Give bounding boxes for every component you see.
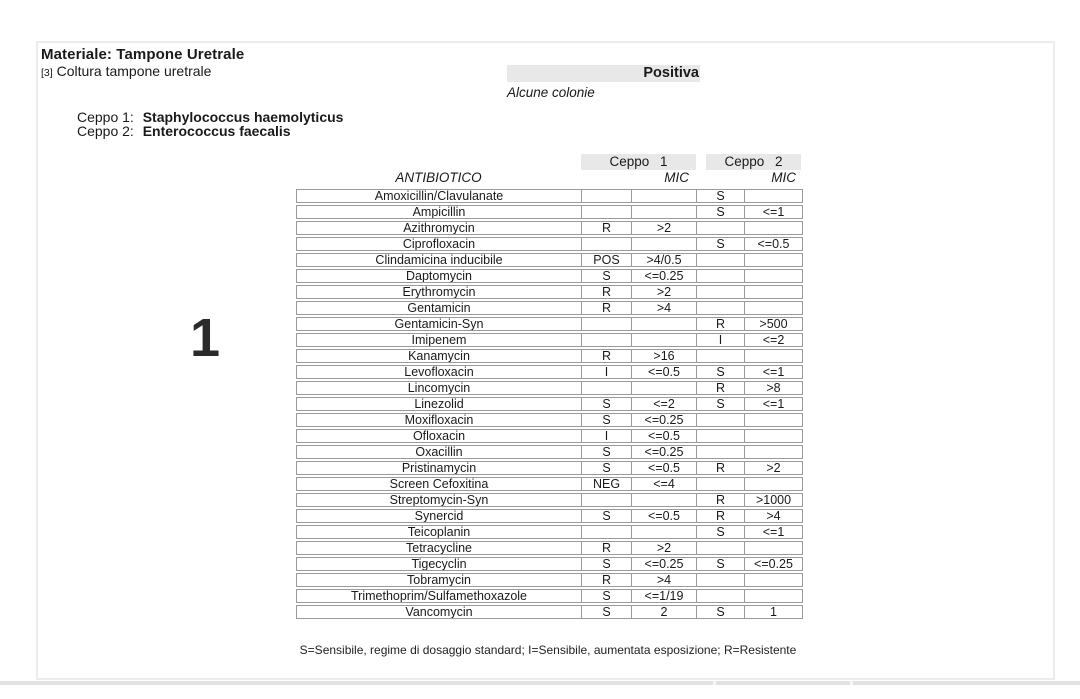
ceppo1-interpretation-cell bbox=[582, 317, 632, 331]
table-row bbox=[296, 349, 803, 363]
ceppo2-mic-cell bbox=[745, 477, 803, 491]
antibiotic-name-cell: Synercid bbox=[296, 509, 582, 523]
table-row bbox=[296, 541, 803, 555]
ceppo1-interpretation-cell: R bbox=[582, 573, 632, 587]
ceppo2-interpretation-cell bbox=[697, 301, 745, 315]
table-row bbox=[296, 429, 803, 443]
ceppo1-mic-cell bbox=[632, 333, 697, 347]
ceppo1-mic-cell bbox=[632, 317, 697, 331]
ceppo2-mic-cell bbox=[745, 573, 803, 587]
antibiotic-name-cell: Imipenem bbox=[296, 333, 582, 347]
table-row bbox=[296, 557, 803, 571]
ceppo2-interpretation-cell bbox=[697, 429, 745, 443]
table-row bbox=[296, 317, 803, 331]
ceppo2-mic-cell: >8 bbox=[745, 381, 803, 395]
ceppo2-interpretation-cell bbox=[697, 589, 745, 603]
ceppo1-mic-cell bbox=[632, 237, 697, 251]
ceppo2-mic-cell bbox=[745, 269, 803, 283]
ceppo1-interpretation-cell: S bbox=[582, 445, 632, 459]
ceppo2-mic-cell bbox=[745, 541, 803, 555]
ceppo2-interpretation-cell bbox=[697, 349, 745, 363]
ceppo1-mic-cell: >16 bbox=[632, 349, 697, 363]
ceppo2-mic-cell: <=1 bbox=[745, 365, 803, 379]
antibiotic-name-cell: Azithromycin bbox=[296, 221, 582, 235]
ceppo2-interpretation-cell bbox=[697, 541, 745, 555]
table-row bbox=[296, 461, 803, 475]
exam-reference-number: [3] bbox=[41, 67, 53, 79]
antibiogram-body bbox=[296, 189, 803, 619]
antibiotic-name-cell: Moxifloxacin bbox=[296, 413, 582, 427]
antibiotic-name-cell: Levofloxacin bbox=[296, 365, 582, 379]
ceppo2-interpretation-cell bbox=[697, 413, 745, 427]
ceppo1-interpretation-cell: S bbox=[582, 269, 632, 283]
ceppo2-interpretation-cell: S bbox=[697, 189, 745, 203]
ceppo1-interpretation-cell: R bbox=[582, 349, 632, 363]
ceppo2-interpretation-cell: R bbox=[697, 317, 745, 331]
antibiotic-name-cell: Ampicillin bbox=[296, 205, 582, 219]
ceppo2-mic-cell: >2 bbox=[745, 461, 803, 475]
ceppo1-interpretation-cell bbox=[582, 381, 632, 395]
ceppo2-mic-cell bbox=[745, 221, 803, 235]
antibiotic-name-cell: Clindamicina inducibile bbox=[296, 253, 582, 267]
antibiotic-name-cell: Pristinamycin bbox=[296, 461, 582, 475]
ceppo1-mic-cell: >4 bbox=[632, 573, 697, 587]
table-row bbox=[296, 301, 803, 315]
ceppo2-interpretation-cell bbox=[697, 253, 745, 267]
strain-2-label: Ceppo 2: bbox=[77, 123, 134, 139]
antibiotic-name-cell: Erythromycin bbox=[296, 285, 582, 299]
strain-line-1 bbox=[77, 110, 343, 124]
divider-gap bbox=[713, 681, 716, 685]
antibiotic-name-cell: Tobramycin bbox=[296, 573, 582, 587]
ceppo1-mic-cell: 2 bbox=[632, 605, 697, 619]
ceppo2-mic-cell bbox=[745, 253, 803, 267]
report-card bbox=[36, 41, 1055, 680]
ceppo2-interpretation-cell: R bbox=[697, 381, 745, 395]
strain-1-label: Ceppo 1: bbox=[77, 109, 134, 125]
ceppo1-interpretation-cell: I bbox=[582, 429, 632, 443]
ceppo1-mic-cell: <=2 bbox=[632, 397, 697, 411]
strain-2-organism: Enterococcus faecalis bbox=[142, 123, 291, 139]
ceppo1-interpretation-cell: R bbox=[582, 541, 632, 555]
table-row bbox=[296, 253, 803, 267]
ceppo2-mic-cell bbox=[745, 189, 803, 203]
ceppo1-mic-cell: <=0.5 bbox=[632, 461, 697, 475]
table-row bbox=[296, 189, 803, 203]
antibiotic-name-cell: Gentamicin bbox=[296, 301, 582, 315]
result-note: Alcune colonie bbox=[507, 85, 595, 100]
ceppo1-interpretation-cell: S bbox=[582, 589, 632, 603]
ceppo1-interpretation-cell: R bbox=[582, 301, 632, 315]
table-row bbox=[296, 509, 803, 523]
table-row bbox=[296, 237, 803, 251]
table-row bbox=[296, 445, 803, 459]
ceppo1-interpretation-cell: S bbox=[582, 605, 632, 619]
table-row bbox=[296, 205, 803, 219]
ceppo1-mic-cell bbox=[632, 381, 697, 395]
ceppo1-mic-cell: <=0.25 bbox=[632, 557, 697, 571]
table-row bbox=[296, 333, 803, 347]
ceppo2-mic-cell: <=0.5 bbox=[745, 237, 803, 251]
antibiotic-name-cell: Kanamycin bbox=[296, 349, 582, 363]
ceppo2-mic-cell: >1000 bbox=[745, 493, 803, 507]
ceppo1-interpretation-cell bbox=[582, 205, 632, 219]
antibiotic-name-cell: Daptomycin bbox=[296, 269, 582, 283]
antibiotic-name-cell: Gentamicin-Syn bbox=[296, 317, 582, 331]
ceppo2-interpretation-cell: S bbox=[697, 525, 745, 539]
ceppo2-interpretation-cell bbox=[697, 477, 745, 491]
ceppo1-interpretation-cell bbox=[582, 493, 632, 507]
table-row bbox=[296, 413, 803, 427]
ceppo1-interpretation-cell: NEG bbox=[582, 477, 632, 491]
ceppo1-interpretation-cell: S bbox=[582, 557, 632, 571]
ceppo1-mic-cell: >4/0.5 bbox=[632, 253, 697, 267]
ceppo2-mic-column-header: MIC bbox=[771, 170, 796, 185]
ceppo2-mic-cell: <=2 bbox=[745, 333, 803, 347]
table-row bbox=[296, 221, 803, 235]
interpretation-legend: S=Sensibile, regime di dosaggio standard; I=Sensibile, aumentata esposizione; R=Resistente bbox=[299, 643, 797, 657]
ceppo1-interpretation-cell bbox=[582, 237, 632, 251]
ceppo2-interpretation-cell: R bbox=[697, 493, 745, 507]
ceppo1-interpretation-cell: S bbox=[582, 461, 632, 475]
ceppo1-interpretation-cell: S bbox=[582, 413, 632, 427]
table-row bbox=[296, 365, 803, 379]
ceppo1-mic-column-header: MIC bbox=[664, 170, 689, 185]
antibiotic-name-cell: Amoxicillin/Clavulanate bbox=[296, 189, 582, 203]
table-row bbox=[296, 573, 803, 587]
ceppo2-mic-cell bbox=[745, 301, 803, 315]
ceppo2-interpretation-cell bbox=[697, 445, 745, 459]
strain-marker-number: 1 bbox=[189, 308, 221, 368]
ceppo2-interpretation-cell: S bbox=[697, 365, 745, 379]
table-row bbox=[296, 605, 803, 619]
ceppo1-mic-cell bbox=[632, 493, 697, 507]
ceppo2-interpretation-cell bbox=[697, 285, 745, 299]
ceppo2-mic-cell: >4 bbox=[745, 509, 803, 523]
ceppo2-interpretation-cell: I bbox=[697, 333, 745, 347]
ceppo2-mic-cell: <=1 bbox=[745, 525, 803, 539]
ceppo1-interpretation-cell: R bbox=[582, 285, 632, 299]
ceppo1-mic-cell bbox=[632, 189, 697, 203]
table-row bbox=[296, 381, 803, 395]
ceppo1-mic-cell: >2 bbox=[632, 285, 697, 299]
table-row bbox=[296, 285, 803, 299]
ceppo2-mic-cell bbox=[745, 429, 803, 443]
strain-line-2 bbox=[77, 124, 291, 138]
table-row bbox=[296, 269, 803, 283]
ceppo1-interpretation-cell bbox=[582, 525, 632, 539]
ceppo1-mic-cell: <=4 bbox=[632, 477, 697, 491]
table-row bbox=[296, 493, 803, 507]
ceppo1-mic-cell: <=0.25 bbox=[632, 445, 697, 459]
exam-name: Coltura tampone uretrale bbox=[56, 63, 212, 79]
ceppo2-mic-cell bbox=[745, 285, 803, 299]
antibiotic-name-cell: Linezolid bbox=[296, 397, 582, 411]
antibiotic-name-cell: Oxacillin bbox=[296, 445, 582, 459]
ceppo2-mic-cell: <=1 bbox=[745, 205, 803, 219]
ceppo1-mic-cell: <=0.5 bbox=[632, 429, 697, 443]
ceppo2-interpretation-cell: S bbox=[697, 205, 745, 219]
ceppo2-interpretation-cell bbox=[697, 269, 745, 283]
column-header-row bbox=[296, 170, 803, 185]
ceppo2-interpretation-cell: S bbox=[697, 237, 745, 251]
result-value: Positiva bbox=[643, 65, 699, 81]
antibiotic-name-cell: Screen Cefoxitina bbox=[296, 477, 582, 491]
ceppo2-group-header: Ceppo 2 bbox=[706, 154, 801, 170]
result-highlight-band bbox=[507, 65, 700, 82]
ceppo2-interpretation-cell: S bbox=[697, 397, 745, 411]
ceppo2-mic-cell: 1 bbox=[745, 605, 803, 619]
ceppo1-mic-cell: <=0.25 bbox=[632, 413, 697, 427]
table-row bbox=[296, 525, 803, 539]
ceppo1-mic-cell: <=0.25 bbox=[632, 269, 697, 283]
antibiotic-name-cell: Trimethoprim/Sulfamethoxazole bbox=[296, 589, 582, 603]
ceppo2-interpretation-cell: S bbox=[697, 557, 745, 571]
ceppo1-mic-cell: >2 bbox=[632, 221, 697, 235]
ceppo2-interpretation-cell bbox=[697, 573, 745, 587]
ceppo1-mic-cell bbox=[632, 525, 697, 539]
ceppo1-interpretation-cell bbox=[582, 189, 632, 203]
material-title: Materiale: Tampone Uretrale bbox=[41, 46, 245, 63]
antibiotic-name-cell: Teicoplanin bbox=[296, 525, 582, 539]
ceppo1-interpretation-cell: S bbox=[582, 509, 632, 523]
ceppo1-interpretation-cell: I bbox=[582, 365, 632, 379]
table-row bbox=[296, 477, 803, 491]
ceppo1-interpretation-cell bbox=[582, 333, 632, 347]
ceppo2-interpretation-cell: S bbox=[697, 605, 745, 619]
table-row bbox=[296, 589, 803, 603]
strain-1-organism: Staphylococcus haemolyticus bbox=[142, 109, 344, 125]
ceppo1-interpretation-cell: POS bbox=[582, 253, 632, 267]
ceppo1-mic-cell: >2 bbox=[632, 541, 697, 555]
antibiotic-name-cell: Ofloxacin bbox=[296, 429, 582, 443]
antibiotic-name-cell: Lincomycin bbox=[296, 381, 582, 395]
antibiotic-column-header: ANTIBIOTICO bbox=[395, 170, 482, 185]
ceppo1-mic-cell: >4 bbox=[632, 301, 697, 315]
ceppo1-interpretation-cell: R bbox=[582, 221, 632, 235]
antibiotic-name-cell: Tigecyclin bbox=[296, 557, 582, 571]
antibiotic-name-cell: Tetracycline bbox=[296, 541, 582, 555]
table-row bbox=[296, 397, 803, 411]
ceppo2-interpretation-cell: R bbox=[697, 509, 745, 523]
ceppo2-mic-cell bbox=[745, 349, 803, 363]
ceppo1-mic-cell: <=1/19 bbox=[632, 589, 697, 603]
ceppo2-mic-cell: <=1 bbox=[745, 397, 803, 411]
next-section-divider bbox=[0, 681, 1080, 685]
antibiotic-name-cell: Ciprofloxacin bbox=[296, 237, 582, 251]
ceppo2-mic-cell: >500 bbox=[745, 317, 803, 331]
ceppo2-interpretation-cell bbox=[697, 221, 745, 235]
ceppo1-interpretation-cell: S bbox=[582, 397, 632, 411]
antibiotic-name-cell: Vancomycin bbox=[296, 605, 582, 619]
ceppo1-group-header: Ceppo 1 bbox=[581, 154, 696, 170]
ceppo1-mic-cell: <=0.5 bbox=[632, 365, 697, 379]
exam-line bbox=[41, 63, 211, 79]
ceppo2-mic-cell bbox=[745, 413, 803, 427]
divider-gap bbox=[850, 681, 853, 685]
ceppo2-mic-cell bbox=[745, 445, 803, 459]
ceppo1-mic-cell: <=0.5 bbox=[632, 509, 697, 523]
ceppo2-mic-cell bbox=[745, 589, 803, 603]
ceppo2-mic-cell: <=0.25 bbox=[745, 557, 803, 571]
ceppo2-interpretation-cell: R bbox=[697, 461, 745, 475]
antibiotic-name-cell: Streptomycin-Syn bbox=[296, 493, 582, 507]
ceppo1-mic-cell bbox=[632, 205, 697, 219]
antibiogram-grid bbox=[296, 187, 803, 621]
